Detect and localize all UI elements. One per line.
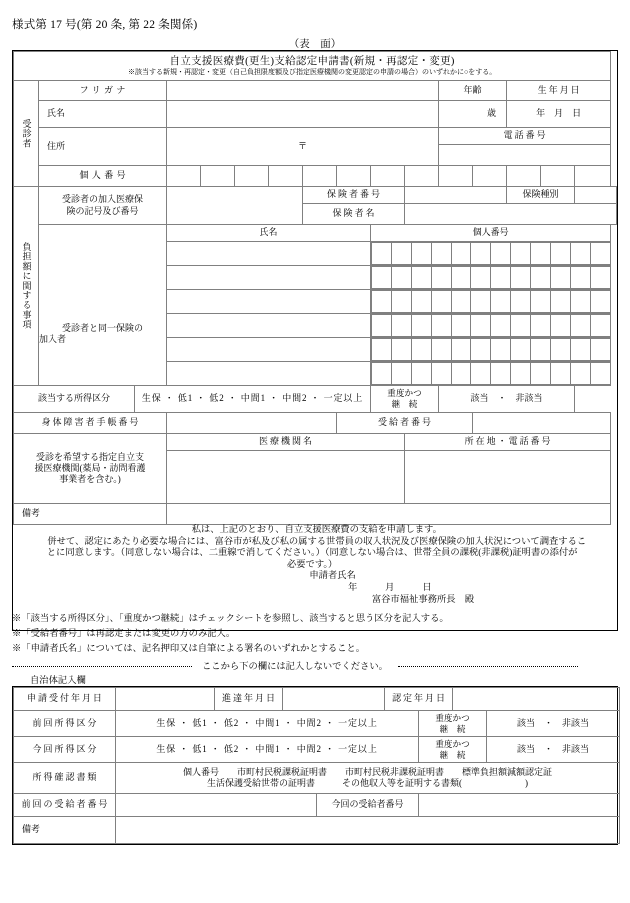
severe-continuous-label: 重度かつ 継 続 [371,386,439,413]
coinsured-number-cell[interactable] [491,291,511,313]
gov-remarks-row [14,817,620,844]
receipt-date-row [14,688,620,711]
coinsured-number-cell[interactable] [391,267,411,289]
coinsured-number-cell[interactable] [372,339,392,361]
recipient-number-input[interactable] [473,413,611,434]
curr-income-options-text: 生保 ・ 低1 ・ 低2 ・ 中間1 ・ 中間2 ・ 一定以上 [156,743,378,754]
coinsured-number-cell[interactable] [451,315,471,337]
coinsured-number-cell[interactable] [372,315,392,337]
insurance-type-input[interactable] [575,187,617,204]
birthdate-input[interactable]: 年 月 日 [507,101,611,128]
coinsured-number-cell[interactable] [551,291,571,313]
coinsured-number-cell[interactable] [451,291,471,313]
remarks-label: 備考 [14,504,167,525]
income-category-row [14,386,617,413]
main-form-table [12,50,618,631]
coinsured-number-cell[interactable] [471,243,491,265]
coinsured-number-cell[interactable] [471,339,491,361]
forward-date-input[interactable] [283,688,385,711]
personal-number-cell[interactable] [167,166,201,187]
receipt-date-input[interactable] [116,688,215,711]
name-input[interactable] [167,101,439,128]
curr-income-label: 今回所得区分 [14,737,116,763]
coinsured-number-cell[interactable] [391,315,411,337]
income-category-label: 該当する所得区分 [14,386,135,413]
coinsured-number-cell[interactable] [372,243,392,265]
prev-income-label: 前回所得区分 [14,711,116,737]
name-row [14,101,617,128]
insurance-type-label: 保険種別 [507,187,575,204]
coinsured-name-input[interactable] [167,314,371,338]
furigana-label: フリガナ [39,81,167,101]
prev-income-options[interactable] [116,711,419,737]
coinsured-number-cell[interactable] [511,267,531,289]
income-docs-label: 所得確認書類 [14,763,116,794]
coinsured-number-cell[interactable] [391,363,411,385]
coinsured-number-cell[interactable] [570,339,590,361]
insurance-symbol-label: 受診者の加入医療保 険の記号及び番号 [39,187,167,225]
prev-income-options-text: 生保 ・ 低1 ・ 低2 ・ 中間1 ・ 中間2 ・ 一定以上 [156,717,378,728]
coinsured-number-cell[interactable] [431,243,451,265]
income-docs-options[interactable] [116,763,620,794]
receipt-date-label: 申請受付年月日 [14,688,116,711]
form-title-note: ※該当する新規・再認定・変更（自己負担限度額及び指定医療機関の変更認定の申請の場合）のいずれかに○をする。 [128,68,497,77]
coinsured-number-cell[interactable] [391,243,411,265]
coinsured-number-cell[interactable] [531,339,551,361]
coinsured-number-cell[interactable] [570,243,590,265]
coinsured-number-cell[interactable] [590,339,610,361]
insurer-name-label: 保険者名 [303,204,405,225]
coinsured-number-header: 個人番号 [371,225,611,242]
remarks-row [14,504,617,525]
personal-number-cell[interactable] [439,166,473,187]
institution-address-header: 所在地・電話番号 [405,434,611,451]
coinsured-name-input[interactable] [167,242,371,266]
gov-section-table [12,686,618,845]
main-grid [13,51,617,630]
coinsured-number-cell[interactable] [471,291,491,313]
title-row [14,52,617,81]
declaration-line-4: 必要です。） [286,559,338,570]
personal-number-cell[interactable] [269,166,303,187]
form-title: 自立支援医療費(更生)支給認定申請書(新規・再認定・変更) [169,56,455,68]
side-label: （表 面） [288,39,342,50]
personal-number-cell[interactable] [541,166,575,187]
coinsured-name-input[interactable] [167,362,371,386]
coinsured-number-cell[interactable] [471,363,491,385]
insurance-symbol-input[interactable] [167,187,303,225]
curr-recipient-number-input[interactable] [419,794,620,817]
coinsured-number-cell[interactable] [570,267,590,289]
disability-book-input[interactable] [167,413,337,434]
declaration-line-1: 私は、上記のとおり、自立支援医療費の支給を申請します。 [191,525,442,535]
recipient-vertical-label-cell [14,81,39,187]
coinsured-number-cell[interactable] [411,339,431,361]
coinsured-number-cell[interactable] [551,339,571,361]
address-row-top [14,128,617,145]
coinsured-number-cell[interactable] [511,363,531,385]
income-docs-line-2: 生活保護受給世帯の証明書 その他収入等を証明する書類( ) [207,778,529,788]
cut-line-text: ここから下の欄には記入しないでください。 [202,662,388,672]
coinsured-number-cell[interactable] [451,363,471,385]
income-docs-line-1: 個人番号 市町村民税課税証明書 市町村民税非課税証明書 標準負担額減額認定証 [183,766,553,777]
disability-book-row [14,413,617,434]
personal-number-row [14,166,617,187]
coinsured-name-input[interactable] [167,266,371,290]
coinsured-number-cell[interactable] [471,315,491,337]
coinsured-number-cell[interactable] [411,291,431,313]
prev-applicable-options[interactable] [487,711,620,737]
coinsured-label: 受診者と同一保険の 加入者 [39,225,167,386]
personal-number-cell[interactable] [575,166,611,187]
name-label: 氏名 [39,101,167,128]
burden-vertical-label-cell [14,187,39,386]
coinsured-number-cell[interactable] [411,243,431,265]
cut-line-dots-left [12,666,192,667]
coinsured-number-cell[interactable] [511,315,531,337]
prev-recipient-number-label: 前回の受給者番号 [14,794,116,817]
coinsured-number-cell[interactable] [491,315,511,337]
birthdate-label: 生年月日 [507,81,611,101]
coinsured-number-cell[interactable] [590,363,610,385]
prev-income-row [14,711,620,737]
coinsured-number-cell[interactable] [531,315,551,337]
coinsured-number-cell[interactable] [590,291,610,313]
institution-label: 受診を希望する指定自立支 援医療機関(薬局・訪問看護 事業者を含む。) [14,434,167,504]
prev-applicable-text: 該当 ・ 非該当 [517,717,590,728]
coinsured-name-input[interactable] [167,338,371,362]
personal-number-cell[interactable] [507,166,541,187]
gov-remarks-label: 備考 [14,817,116,844]
coinsured-number-cell[interactable] [451,339,471,361]
decision-date-input[interactable] [453,688,620,711]
coinsured-number-cell[interactable] [391,291,411,313]
coinsured-number-cell[interactable] [411,267,431,289]
insurer-number-label: 保険者番号 [303,187,405,204]
coinsured-number-cell[interactable] [570,363,590,385]
income-options[interactable] [135,386,371,413]
coinsured-header-row [14,225,617,242]
coinsured-number-cell[interactable] [531,363,551,385]
coinsured-number-cell[interactable] [391,339,411,361]
personal-number-cell[interactable] [473,166,507,187]
institution-name-header: 医療機関名 [167,434,405,451]
coinsured-number-cell[interactable] [511,243,531,265]
personal-number-cell[interactable] [371,166,405,187]
income-docs-row [14,763,620,794]
coinsured-number-cell[interactable] [411,363,431,385]
coinsured-number-cell[interactable] [411,315,431,337]
curr-severe-continuous-label: 重度かつ 継 続 [419,737,487,763]
insurer-number-row [14,187,617,204]
note-item: ※「該当する所得区分」、「重度かつ継続」はチェックシートを参照し、該当すると思う区分を記入する。 [12,614,449,624]
furigana-input[interactable] [167,81,439,101]
age-input[interactable]: 歳 [439,101,507,128]
phone-input[interactable] [439,145,611,166]
coinsured-number-cell[interactable] [471,267,491,289]
coinsured-number-cell[interactable] [531,267,551,289]
gov-remarks-input[interactable] [116,817,620,844]
cut-line-dots-right [398,666,578,667]
curr-recipient-number-label: 今回の受給者番号 [317,794,419,817]
institution-name-input[interactable] [167,451,405,504]
office-addressee: 富谷市福祉事務所長 殿 [371,594,475,605]
personal-number-cell[interactable] [405,166,439,187]
coinsured-number-cell[interactable] [531,291,551,313]
gov-section-caption: 自治体記入欄 [30,676,86,686]
coinsured-name-header: 氏名 [167,225,371,242]
recipient-vertical-label: 受診者 [21,118,32,149]
coinsured-number-cell[interactable] [551,243,571,265]
coinsured-number-cell[interactable] [511,339,531,361]
insurer-number-input[interactable] [405,187,507,204]
forward-date-label: 進達年月日 [215,688,283,711]
form-title-cell [14,52,611,81]
coinsured-number-cell[interactable] [590,315,610,337]
decision-date-label: 認定年月日 [385,688,453,711]
curr-income-row [14,737,620,763]
phone-label: 電話番号 [439,128,611,145]
coinsured-number-cell[interactable] [551,363,571,385]
coinsured-number-cell[interactable] [491,363,511,385]
cut-line [12,658,618,672]
personal-number-label: 個人番号 [39,166,167,187]
coinsured-number-cell[interactable] [590,267,610,289]
insurer-name-input[interactable] [405,204,617,225]
coinsured-number-cell[interactable] [531,243,551,265]
recipient-numbers-row [14,794,620,817]
disability-book-label: 身体障害者手帳番号 [14,413,167,434]
note-item: ※「申請者氏名」については、記名押印又は自筆による署名のいずれかとすること。 [12,644,366,655]
declaration-date[interactable]: 年 月 日 [347,583,432,594]
coinsured-number-cell[interactable] [372,267,392,289]
coinsured-number-cell[interactable] [431,267,451,289]
furigana-row [14,81,617,101]
burden-vertical-label: 負担額に関する事項 [21,242,32,330]
address-input[interactable]: 〒 [167,128,439,166]
prev-severe-continuous-label: 重度かつ 継 続 [419,711,487,737]
curr-applicable-text: 該当 ・ 非該当 [517,743,590,754]
coinsured-number-cell[interactable] [491,267,511,289]
personal-number-cell[interactable] [235,166,269,187]
curr-income-options[interactable] [116,737,419,763]
coinsured-number-cell[interactable] [451,243,471,265]
personal-number-cell[interactable] [201,166,235,187]
age-label: 年齢 [439,81,507,101]
coinsured-number-cell[interactable] [431,363,451,385]
coinsured-number-cell[interactable] [451,267,471,289]
coinsured-number-cell[interactable] [511,291,531,313]
gov-grid [13,687,620,844]
coinsured-number-cell[interactable] [431,291,451,313]
form-number: 様式第 17 号(第 20 条, 第 22 条関係) [12,19,198,31]
coinsured-number-cell[interactable] [570,291,590,313]
coinsured-number-cell[interactable] [431,339,451,361]
address-label: 住所 [39,128,167,166]
applicable-options[interactable] [439,386,575,413]
applicant-name-label: 申請者氏名 [309,571,356,582]
coinsured-number-cell[interactable] [491,339,511,361]
coinsured-number-cell[interactable] [491,243,511,265]
personal-number-cell[interactable] [337,166,371,187]
prev-recipient-number-input[interactable] [116,794,317,817]
income-options-text: 生保 ・ 低1 ・ 低2 ・ 中間1 ・ 中間2 ・ 一定以上 [141,393,364,404]
remarks-input[interactable] [167,504,611,525]
coinsured-name-input[interactable] [167,290,371,314]
declaration-line-3: とに同意します。（同意しない場合は、二重線で消してください。）（同意しない場合は、世帯全員の課税(非課税)証明書の添付が [46,548,578,559]
coinsured-number-cell[interactable] [431,315,451,337]
note-item: ※「受給者番号」は再認定または変更の方のみ記入。 [12,629,236,640]
coinsured-number-cell[interactable] [590,243,610,265]
coinsured-number-cell[interactable] [372,363,392,385]
recipient-number-label: 受給者番号 [337,413,473,434]
declaration-line-2: 併せて、認定にあたり必要な場合には、富谷市が私及び私の属する世帯員の収入状況及び医療保険の加入状況について調査するこ [47,536,587,547]
coinsured-number-cell[interactable] [372,291,392,313]
notes-block [12,612,618,657]
coinsured-number-cell[interactable] [551,267,571,289]
applicable-options-text: 該当 ・ 非該当 [470,393,543,404]
institution-address-input[interactable] [405,451,611,504]
coinsured-number-cell[interactable] [551,315,571,337]
curr-applicable-options[interactable] [487,737,620,763]
personal-number-cell[interactable] [303,166,337,187]
institution-header-row [14,434,617,451]
coinsured-number-cell[interactable] [570,315,590,337]
